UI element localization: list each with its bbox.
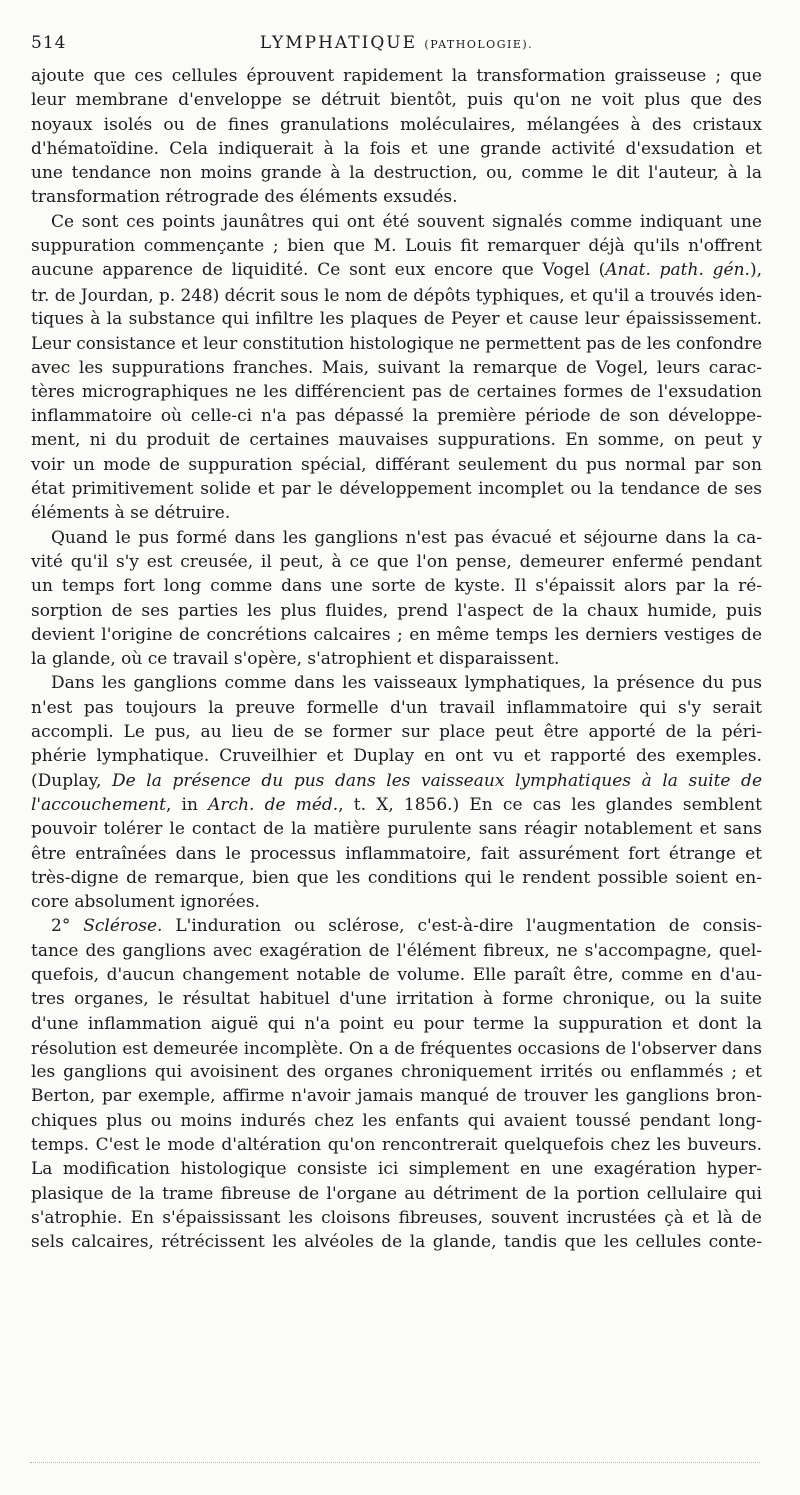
text-line: noyaux isolés ou de fines granulations moléculaires, mélangées à des cristaux xyxy=(31,114,762,135)
text-line: les ganglions qui avoisinent des organes chroniquement irrités ou enflammés ; et xyxy=(31,1062,762,1083)
text-line: sels calcaires, rétrécissent les alvéoles de la glande, tandis que les cellules conte- xyxy=(31,1232,762,1253)
text-line: temps. C'est le mode d'altération qu'on rencontrerait quelquefois chez les buveurs. xyxy=(31,1135,762,1156)
text-line: résolution est demeurée incomplète. On a de fréquentes occasions de l'observer dans xyxy=(31,1037,762,1058)
text-line: une tendance non moins grande à la destruction, ou, comme le dit l'auteur, à la xyxy=(31,163,762,184)
text-line: Leur consistance et leur constitution histologique ne permettent pas de les confondre xyxy=(31,333,762,354)
text-segment: , t. X, 1856.) En ce cas les glandes semblent xyxy=(338,794,762,815)
running-title xyxy=(31,30,762,58)
text-line xyxy=(31,769,762,793)
text-line: vité qu'il s'y est creusée, il peut, à ce que l'on pense, demeurer enfermé pendant xyxy=(31,551,762,572)
text-line: d'hématoïdine. Cela indiquerait à la fois et une grande activité d'exsudation et xyxy=(31,138,762,159)
journal-title: Arch. de méd. xyxy=(208,794,339,815)
text-line: tiques à la substance qui infiltre les plaques de Peyer et cause leur épaississement. xyxy=(31,308,762,329)
page-bottom-rule xyxy=(30,1462,760,1463)
text-line: être entraînées dans le processus inflammatoire, fait assurément fort étrange et xyxy=(31,843,762,864)
text-line: tance des ganglions avec exagération de l'élément fibreux, ne s'accompagne, quel- xyxy=(31,940,762,961)
text-line: tères micrographiques ne les différencient pas de certaines formes de l'exsudation xyxy=(31,381,762,402)
text-line: inflammatoire où celle-ci n'a pas dépassé la première période de son développe- xyxy=(31,406,762,427)
section-number: 2° xyxy=(51,916,84,937)
text-line: très-digne de remarque, bien que les conditions qui le rendent possible soient en- xyxy=(31,867,762,888)
text-segment: aucune apparence de liquidité. Ce sont eux encore que Vogel ( xyxy=(31,260,606,281)
page-body xyxy=(31,64,762,1255)
text-line: voir un mode de suppuration spécial, différant seulement du pus normal par son xyxy=(31,454,762,475)
text-line: éléments à se détruire. xyxy=(31,503,231,524)
text-line: un temps fort long comme dans une sorte de kyste. Il s'épaissit alors par la ré- xyxy=(31,576,762,597)
text-line: Quand le pus formé dans les ganglions n'est pas évacué et séjourne dans la ca- xyxy=(51,527,762,548)
text-line: ajoute que ces cellules éprouvent rapidement la transformation graisseuse ; que xyxy=(31,66,762,86)
text-line xyxy=(31,914,762,938)
text-segment: ), xyxy=(749,260,762,281)
text-line: suppuration commençante ; bien que M. Louis fit remarquer déjà qu'ils n'offrent xyxy=(31,236,762,257)
text-line: leur membrane d'enveloppe se détruit bientôt, puis qu'on ne voit plus que des xyxy=(31,90,762,111)
text-line xyxy=(31,793,762,817)
text-line: sorption de ses parties les plus fluides, prend l'aspect de la chaux humide, puis xyxy=(31,600,762,621)
text-line: quefois, d'aucun changement notable de volume. Elle paraît être, comme en d'au- xyxy=(31,964,762,985)
page-number: 514 xyxy=(31,33,67,53)
text-line: core absolument ignorées. xyxy=(31,892,260,913)
running-title-subtitle: (PATHOLOGIE). xyxy=(424,38,534,51)
citation-title: Anat. path. gén. xyxy=(605,260,750,281)
text-line: n'est pas toujours la preuve formelle d'un travail inflammatoire qui s'y serait xyxy=(31,697,762,718)
text-line xyxy=(31,258,762,282)
text-line: avec les suppurations franches. Mais, suivant la remarque de Vogel, leurs carac- xyxy=(31,357,762,378)
text-line: la glande, où ce travail s'opère, s'atrophient et disparaissent. xyxy=(31,649,560,670)
text-segment: (Duplay, xyxy=(31,770,113,791)
text-line: chiques plus ou moins indurés chez les enfants qui avaient toussé pendant long- xyxy=(31,1110,762,1131)
text-line: transformation rétrograde des éléments exsudés. xyxy=(31,187,458,208)
text-line: pouvoir tolérer le contact de la matière purulente sans réagir notablement et sans xyxy=(31,819,762,840)
text-line: ment, ni du produit de certaines mauvaises suppurations. En somme, on peut y xyxy=(31,430,762,451)
text-line: phérie lymphatique. Cruveilhier et Duplay en ont vu et rapporté des exemples. xyxy=(31,746,762,767)
text-line: d'une inflammation aiguë qui n'a point eu pour terme la suppuration et dont la xyxy=(31,1013,762,1034)
text-line: Ce sont ces points jaunâtres qui ont été souvent signalés comme indiquant une xyxy=(51,211,762,232)
text-line: tr. de Jourdan, p. 248) décrit sous le nom de dépôts typhiques, et qu'il a trouvés iden- xyxy=(31,284,762,305)
text-line: Dans les ganglions comme dans les vaisseaux lymphatiques, la présence du pus xyxy=(51,673,762,694)
text-line: état primitivement solide et par le développement incomplet ou la tendance de ses xyxy=(31,479,762,500)
text-line: accompli. Le pus, au lieu de se former sur place peut être apporté de la péri- xyxy=(31,722,762,743)
text-line: tres organes, le résultat habituel d'une irritation à forme chronique, ou la suite xyxy=(31,989,762,1010)
running-title-main: LYMPHATIQUE xyxy=(259,33,417,53)
section-term: Sclérose. xyxy=(83,916,163,937)
text-line: La modification histologique consiste ici simplement en une exagération hyper- xyxy=(31,1159,762,1180)
text-line: devient l'origine de concrétions calcaires ; en même temps les derniers vestiges de xyxy=(31,624,762,645)
citation-title: l'accouchement xyxy=(31,794,166,815)
text-segment: , in xyxy=(165,794,209,815)
text-segment: L'induration ou sclérose, c'est-à-dire l'augmentation de consis- xyxy=(162,916,762,937)
running-header xyxy=(31,30,762,56)
text-line: s'atrophie. En s'épaississant les cloisons fibreuses, souvent incrustées çà et là de xyxy=(31,1207,762,1228)
citation-title: De la présence du pus dans les vaisseaux lymphatiques à la suite de xyxy=(112,770,763,791)
text-line: Berton, par exemple, affirme n'avoir jamais manqué de trouver les ganglions bron- xyxy=(31,1086,762,1107)
text-line: plasique de la trame fibreuse de l'organe au détriment de la portion cellulaire qui xyxy=(31,1183,762,1204)
